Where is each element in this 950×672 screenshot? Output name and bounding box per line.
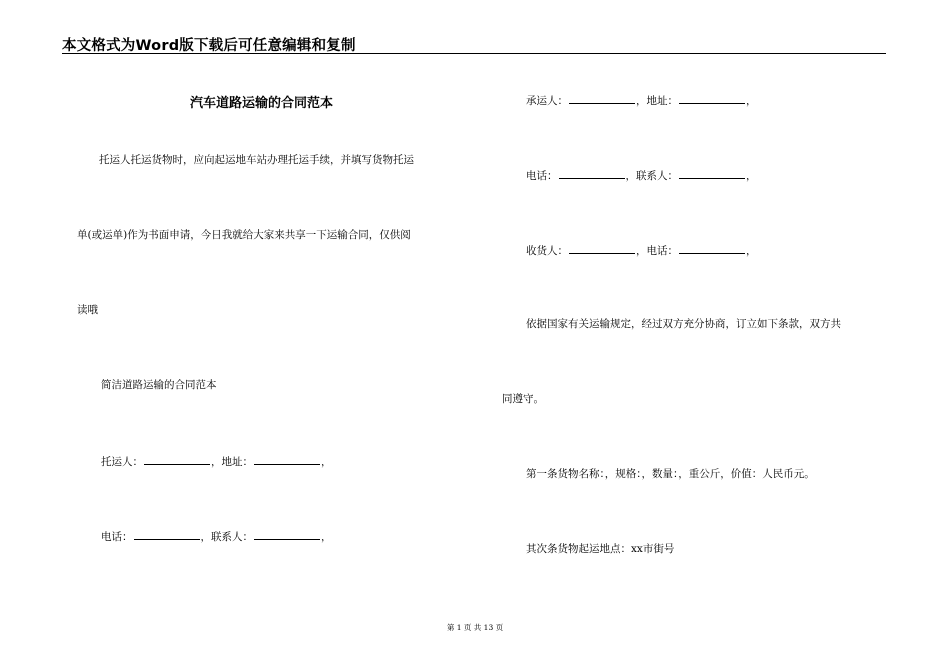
carrier-address-label: ，地址：: [636, 95, 678, 107]
carrier-address-blank: [679, 92, 745, 104]
consignee-blank: [569, 242, 635, 254]
article-1: 第一条货物名称：，规格：，数量：，重公斤，价值：人民币元。: [526, 468, 815, 480]
phone-label: 电话：: [526, 170, 558, 182]
carrier-blank: [569, 92, 635, 104]
article-2: 其次条货物起运地点：xx市街号: [526, 543, 675, 555]
shipper-address-blank: [254, 453, 320, 465]
agreement-line-1: 依据国家有关运输规定，经过双方充分协商，订立如下条款，双方共: [526, 318, 841, 330]
carrier-line: [526, 92, 757, 108]
shipper-phone-line: [101, 528, 332, 544]
phone-blank: [559, 167, 625, 179]
phone-blank: [134, 528, 200, 540]
line-end-comma: ，: [321, 531, 332, 543]
line-end-comma: ，: [321, 456, 332, 468]
header-divider: [62, 53, 886, 54]
phone-label: 电话：: [101, 531, 133, 543]
shipper-label: 托运人：: [101, 456, 143, 468]
carrier-phone-line: [526, 167, 757, 183]
line-end-comma: ，: [746, 245, 757, 257]
contract-subtitle: 简洁道路运输的合同范本: [101, 379, 217, 391]
contact-label: ，联系人：: [200, 531, 253, 543]
shipper-line: [101, 453, 332, 469]
intro-line-3: 读哦: [77, 304, 98, 316]
agreement-line-2: 同遵守。: [502, 393, 544, 405]
consignee-label: 收货人：: [526, 245, 568, 257]
page-number: 第 1 页 共 13 页: [446, 623, 504, 632]
intro-line-2: 单(或运单)作为书面申请，今日我就给大家来共享一下运输合同，仅供阅: [77, 229, 411, 241]
consignee-phone-blank: [679, 242, 745, 254]
consignee-phone-label: ，电话：: [636, 245, 678, 257]
document-title: 汽车道路运输的合同范本: [190, 96, 334, 111]
contact-blank: [254, 528, 320, 540]
document-header: 本文格式为Word版下载后可任意编辑和复制: [62, 38, 356, 54]
intro-line-1: 托运人托运货物时，应向起运地车站办理托运手续，并填写货物托运: [99, 154, 414, 166]
line-end-comma: ，: [746, 170, 757, 182]
carrier-label: 承运人：: [526, 95, 568, 107]
shipper-address-label: ，地址：: [211, 456, 253, 468]
contact-blank: [679, 167, 745, 179]
shipper-blank: [144, 453, 210, 465]
consignee-line: [526, 242, 757, 258]
contact-label: ，联系人：: [625, 170, 678, 182]
line-end-comma: ，: [746, 95, 757, 107]
